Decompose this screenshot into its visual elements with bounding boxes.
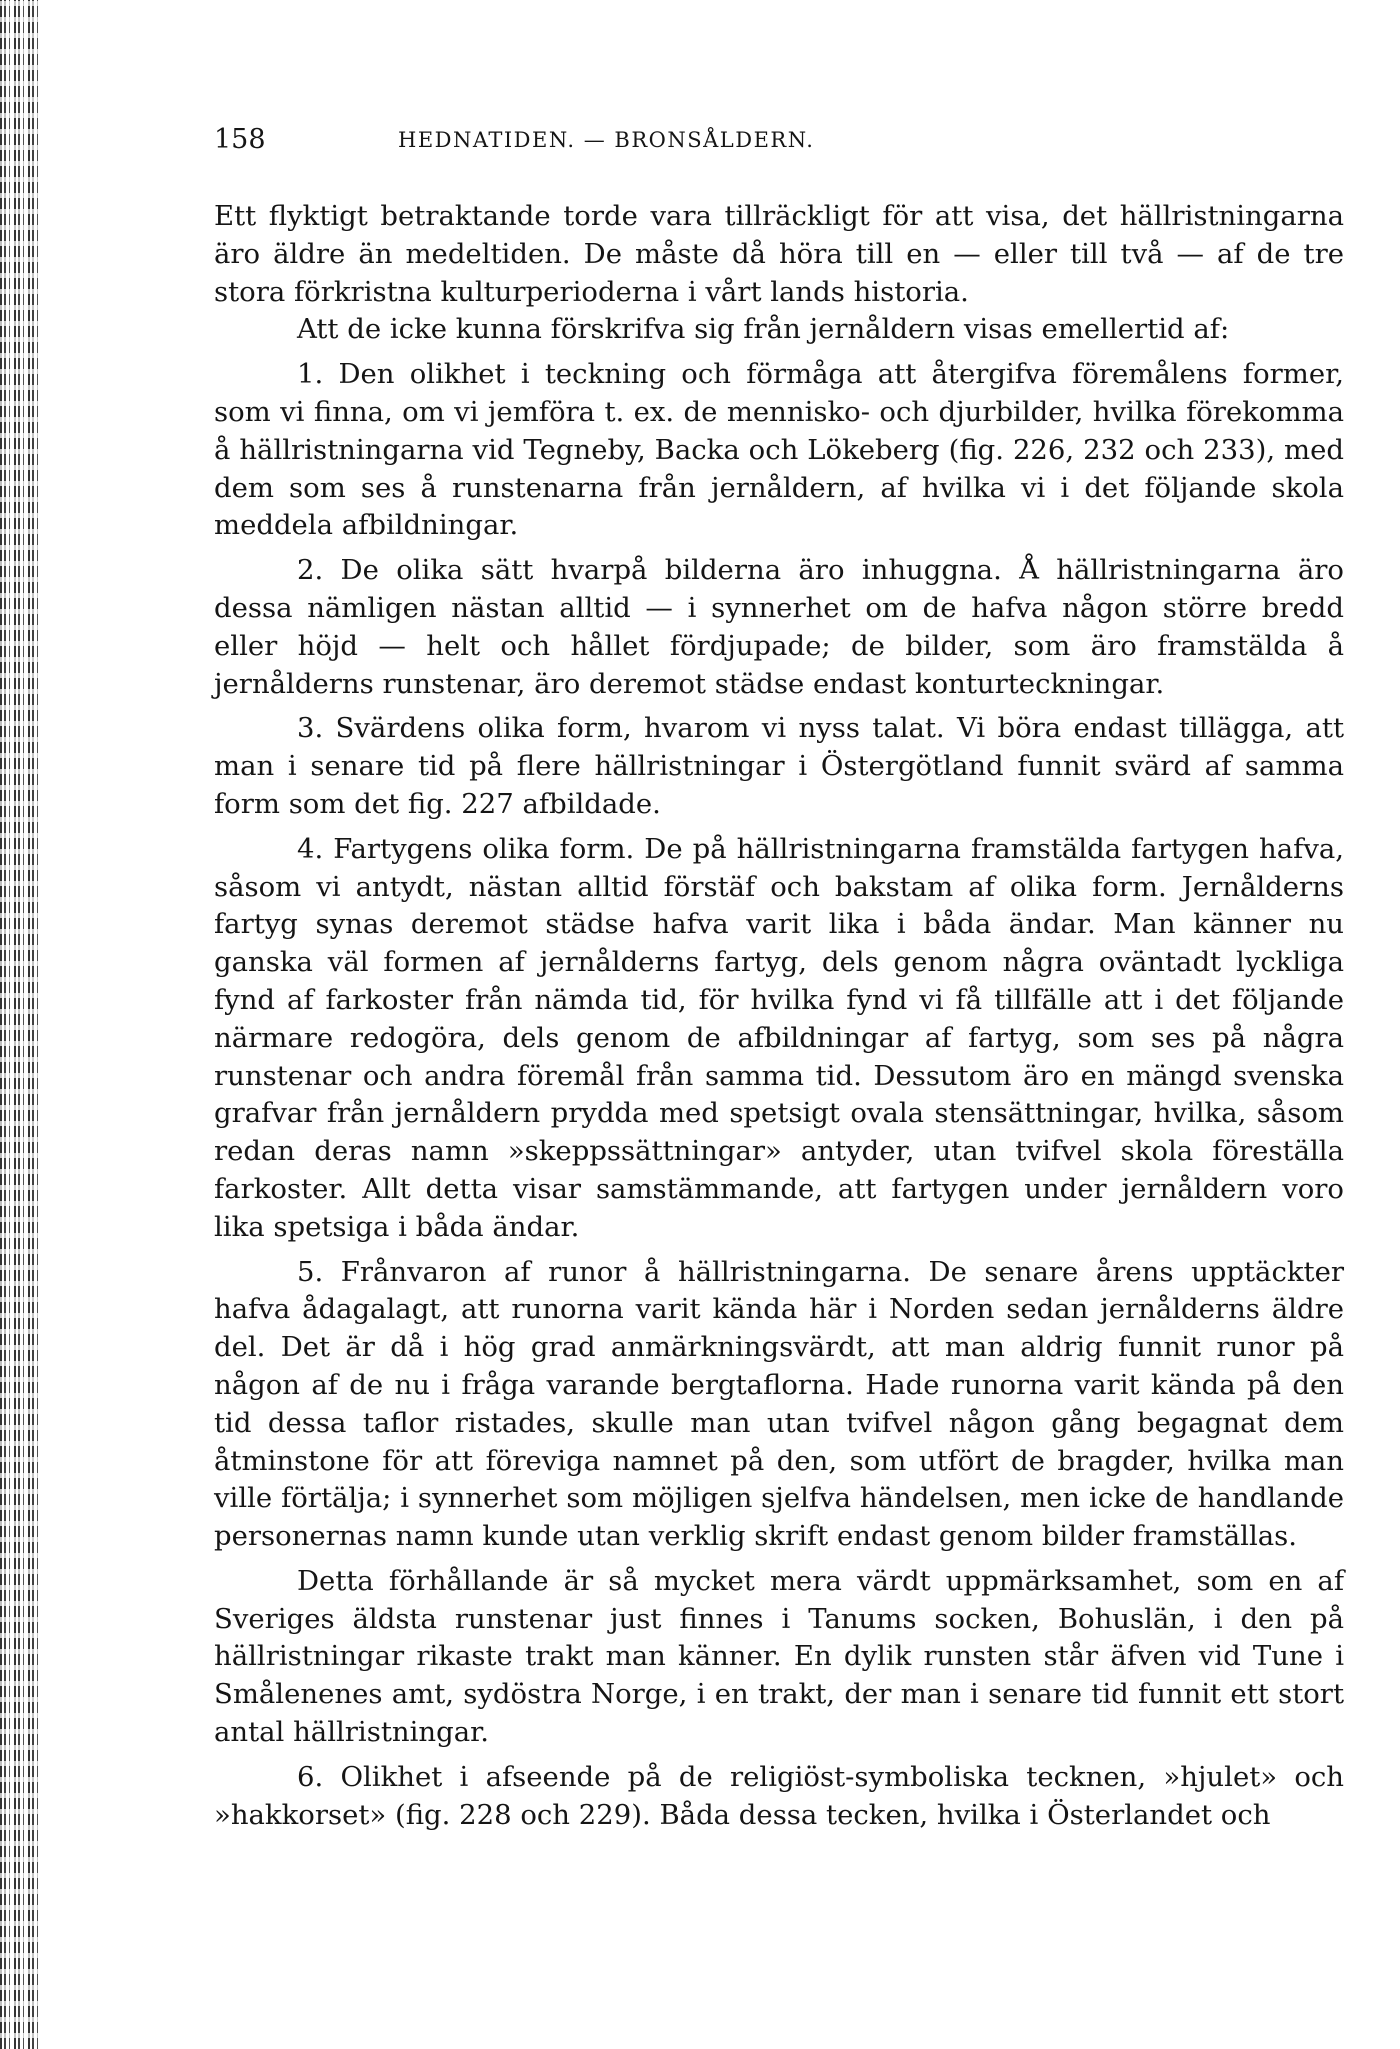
page-header xyxy=(214,124,1344,164)
book-page xyxy=(214,124,1344,1834)
paragraph-thesis: Att de icke kunna förskrifva sig från jernåldern visas emellertid af: xyxy=(297,313,1230,346)
paragraph-point-4: 4. Fartygens olika form. De på hällristningarna framstälda fartygen hafva, såsom vi antydt, nästan alltid förstäf och bakstam af olika form. Jernålderns fartyg synas deremot städse hafva varit lika i båda ändar. Man känner nu ganska väl formen af jernålderns fartyg, dels genom några oväntadt lyckliga fynd af farkoster från nämda tid, för hvilka fynd vi få tillfälle att i det följande närmare redogöra, dels genom de afbildningar af fartyg, som ses på några runstenar och andra föremål från samma tid. Dessutom äro en mängd svenska grafvar från jernåldern prydda med spetsigt ovala stensättningar, hvilka, såsom redan deras namn »skeppssättningar» antyder, utan tvifvel skola föreställa farkoster. Allt detta visar samstämmande, att fartygen under jernåldern voro lika spetsiga i båda ändar. xyxy=(214,832,1344,1243)
paragraph-point-2: 2. De olika sätt hvarpå bilderna äro inhuggna. Å hällristningarna äro dessa nämligen nästan alltid — i synnerhet om de hafva någon större bredd eller höjd — helt och hållet fördjupade; de bilder, som äro framstälda å jernålderns runstenar, äro deremot städse endast konturteckningar. xyxy=(214,554,1344,700)
paragraph-point-6: 6. Olikhet i afseende på de religiöst-symboliska tecknen, »hjulet» och »hakkorset» (fig. 228 och 229). Båda dessa tecken, hvilka i Österlandet och xyxy=(214,1760,1344,1831)
paragraph-runestone-note: Detta förhållande är så mycket mera värdt uppmärksamhet, som en af Sveriges äldsta runstenar just finnes i Tanums socken, Bohuslän, i den på hällristningar rikaste trakt man känner. En dylik runsten står äfven vid Tune i Smålenenes amt, sydöstra Norge, i en trakt, der man i senare tid funnit ett stort antal hällristningar. xyxy=(214,1564,1344,1749)
running-title: HEDNATIDEN. — BRONSÅLDERN. xyxy=(398,128,815,152)
page-number: 158 xyxy=(214,124,266,155)
paragraph-intro: Ett flyktigt betraktande torde vara tillräckligt för att visa, det hällristningarna äro äldre än medeltiden. De måste då höra till en — eller till två — af de tre stora förkristna kulturperioderna i vårt lands historia. xyxy=(214,200,1344,308)
paragraph-point-5: 5. Frånvaron af runor å hällristningarna. De senare årens upptäckter hafva ådagalagt, att runorna varit kända här i Norden sedan jernålderns äldre del. Det är då i hög grad anmärkningsvärdt, att man aldrig funnit runor på någon af de nu i fråga varande bergtaflorna. Hade runorna varit kända på den tid dessa taflor ristades, skulle man utan tvifvel någon gång begagnat dem åtminstone för att föreviga namnet på den, som utfört de bragder, hvilka man ville förtälja; i synnerhet som möjligen sjelfva händelsen, men icke de handlande personernas namn kunde utan verklig skrift endast genom bilder framställas. xyxy=(214,1255,1344,1553)
book-binding-edge xyxy=(0,0,40,2049)
paragraph-point-3: 3. Svärdens olika form, hvarom vi nyss talat. Vi böra endast tillägga, att man i senare tid på flere hällristningar i Östergötland funnit svärd af samma form som det fig. 227 afbildade. xyxy=(214,712,1344,820)
paragraph-point-1: 1. Den olikhet i teckning och förmåga att återgifva föremålens former, som vi finna, om vi jemföra t. ex. de mennisko- och djurbilder, hvilka förekomma å hällristningarna vid Tegneby, Backa och Lökeberg (fig. 226, 232 och 233), med dem som ses å runstenarna från jernåldern, af hvilka vi i det följande skola meddela afbildningar. xyxy=(214,358,1344,542)
